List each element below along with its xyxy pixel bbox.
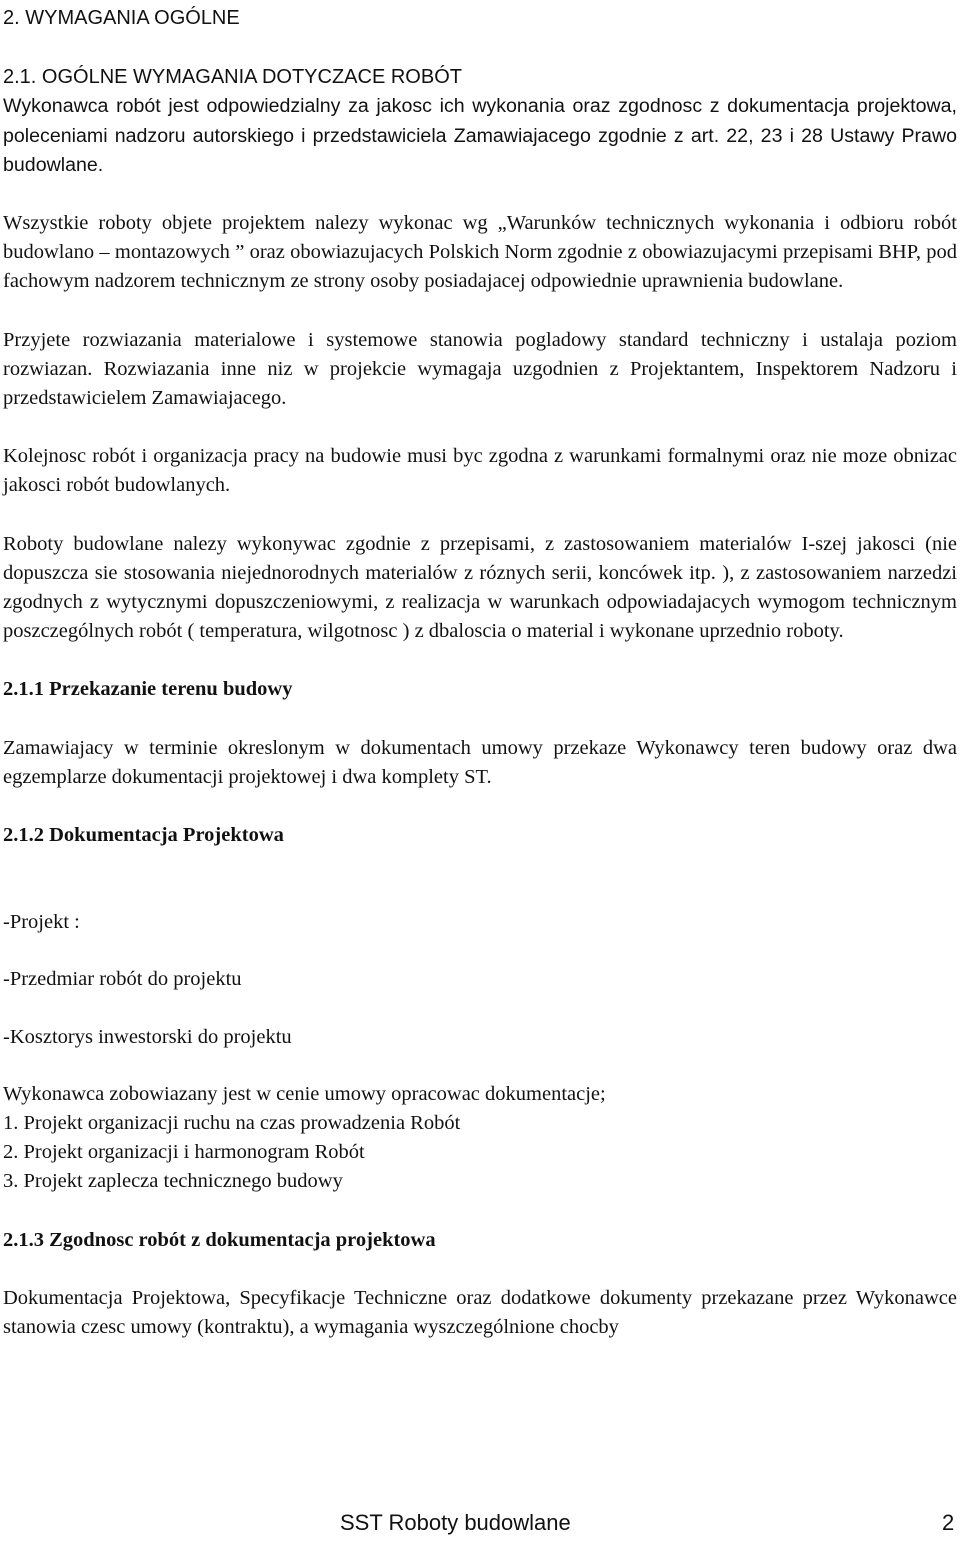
sub-heading: 2.1. OGÓLNE WYMAGANIA DOTYCZACE ROBÓT <box>3 66 462 89</box>
paragraph-adopted-solutions: Przyjete rozwiazania materialowe i systemowe stanowia pogladowy standard techniczny i ustalaja poziom rozwiazan. Rozwiazania inne niz w projekcie wymagaja uzgodnien z Projektantem, Inspektorem Nadzoru i przedstawicielem Zamawiajacego. <box>3 328 957 410</box>
section-title-site-handover: 2.1.1 Przekazanie terenu budowy <box>3 678 293 701</box>
main-heading: 2. WYMAGANIA OGÓLNE <box>3 7 240 29</box>
doc-line-cost-estimate: -Kosztorys inwestorski do projektu <box>3 1025 292 1048</box>
paragraph-compliance: Dokumentacja Projektowa, Specyfikacje Techniczne oraz dodatkowe dokumenty przekazane przez Wykonawce stanowia czesc umowy (kontraktu), a wymagania wyszczególnione chocby <box>3 1286 957 1339</box>
section-title-compliance: 2.1.3 Zgodnosc robót z dokumentacja projektowa <box>3 1228 436 1251</box>
paragraph-site-handover: Zamawiajacy w terminie okreslonym w dokumentach umowy przekaze Wykonawcy teren budowy oraz dwa egzemplarze dokumentacji projektowej i dwa komplety ST. <box>3 736 957 788</box>
doc-line-project: -Projekt : <box>3 911 80 934</box>
paragraph-construction-rules: Roboty budowlane nalezy wykonywac zgodnie z przepisami, z zastosowaniem materialów I-szej jakosci (nie dopuszcza sie stosowania niejednorodnych materialów z róznych serii, koncówek itp. ), z zastosowaniem narzedzi zgodnych z wytycznymi dopuszczeniowymi, z realizacja w warunkach odpowiadajacych wymogom technicznym poszczególnych robót ( temperatura, wilgotnosc ) z dbaloscia o material i wykonane uprzednio roboty. <box>3 532 957 643</box>
doc-line-bill-of-quantities: -Przedmiar robót do projektu <box>3 968 242 991</box>
list-item: 2. Projekt organizacji i harmonogram Robót <box>3 1141 365 1164</box>
document-page <box>3 0 957 1342</box>
footer-title: SST Roboty budowlane <box>340 1510 571 1535</box>
list-item: 3. Projekt zaplecza technicznego budowy <box>3 1170 343 1193</box>
paragraph-contractor-obligation: Wykonawca zobowiazany jest w cenie umowy opracowac dokumentacje; <box>3 1082 606 1105</box>
paragraph-works-conditions: Wszystkie roboty objete projektem nalezy wykonac wg „Warunków technicznych wykonania i odbioru robót budowlano – montazowych ” oraz obowiazujacych Polskich Norm zgodnie z obowiazujacymi przepisami BHP, pod fachowym nadzorem technicznym ze strony osoby posiadajacej odpowiednie uprawnienia budowlane. <box>3 212 957 293</box>
documentation-list <box>3 1109 957 1197</box>
paragraph-work-order: Kolejnosc robót i organizacja pracy na budowie musi byc zgodna z warunkami formalnymi oraz nie moze obnizac jakosci robót budowlanych. <box>3 445 957 497</box>
section-title-design-documentation: 2.1.2 Dokumentacja Projektowa <box>3 824 284 847</box>
list-item: 1. Projekt organizacji ruchu na czas prowadzenia Robót <box>3 1112 461 1135</box>
paragraph-contractor-responsibility: Wykonawca robót jest odpowiedzialny za jakosc ich wykonania oraz zgodnosc z dokumentacja projektowa, poleceniami nadzoru autorskiego i przedstawiciela Zamawiajacego zgodnie z art. 22, 23 i 28 Ustawy Prawo budowlane. <box>3 95 957 176</box>
page-number: 2 <box>942 1510 955 1535</box>
